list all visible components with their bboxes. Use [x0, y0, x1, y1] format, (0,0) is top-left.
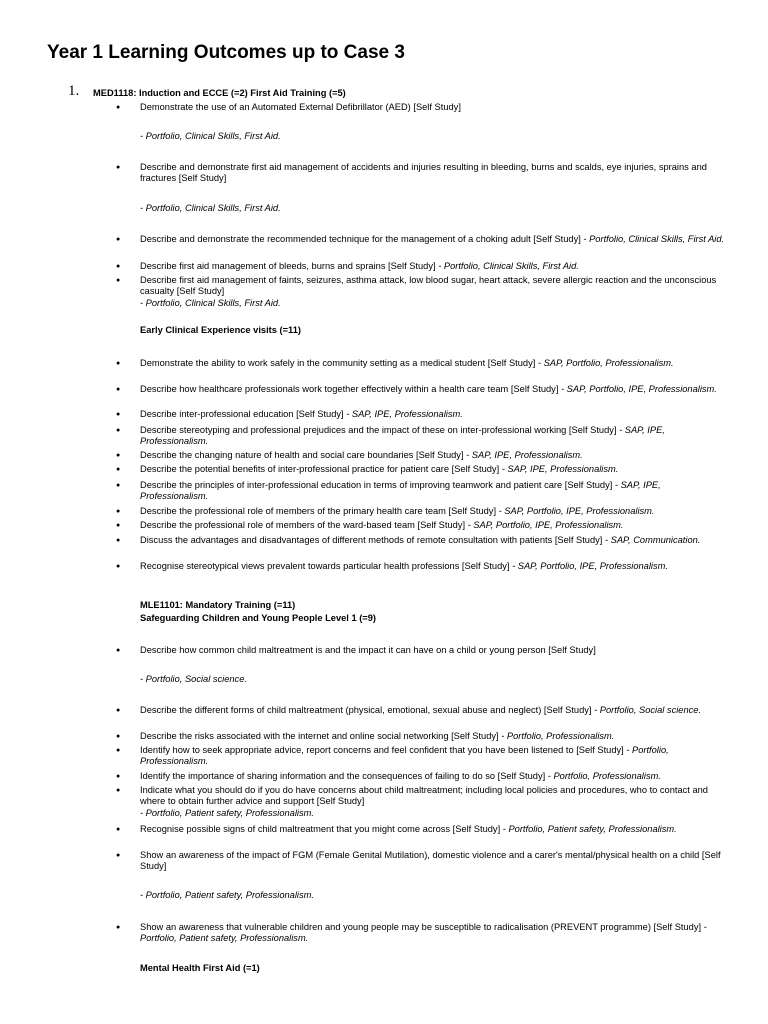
safeguarding-heading: Safeguarding Children and Young People Level 1 (=9): [140, 613, 376, 623]
list-item: ● Identify the importance of sharing information and the consequences of failing to do so [Self Study] - Portfolio, Professionalism.: [140, 771, 730, 782]
list-item: ● Show an awareness that vulnerable children and young people may be susceptible to radicalisation (PREVENT programme) [Self Study] - Portfolio, Patient safety, Professionalism.: [140, 922, 730, 945]
list-number: 1.: [68, 83, 80, 99]
list-item: ● Describe the changing nature of health and social care boundaries [Self Study] - SAP, IPE, Professionalism.: [140, 450, 730, 461]
list-item: ● Describe inter-professional education [Self Study] - SAP, IPE, Professionalism.: [140, 409, 730, 420]
list-item: ● Describe and demonstrate first aid management of accidents and injuries resulting in bleeding, burns and scalds, eye injuries, sprains and fractures [Self Study]: [140, 162, 730, 185]
list-item: ● Discuss the advantages and disadvantages of different methods of remote consultation with patients [Self Study] - SAP, Communication.: [140, 535, 730, 546]
mle-heading: MLE1101: Mandatory Training (=11): [140, 600, 296, 610]
list-item: ● Describe the principles of inter-professional education in terms of improving teamwork and patient care [Self Study] - SAP, IPE, Professionalism.: [140, 480, 730, 503]
item-tags: - Portfolio, Clinical Skills, First Aid.: [140, 203, 281, 213]
module-heading: MED1118: Induction and ECCE (=2) First Aid Training (=5): [93, 88, 346, 98]
list-item: ● Indicate what you should do if you do have concerns about child maltreatment; including local policies and procedures, who to contact and where to obtain further advice and support [Self Study] - Portfolio, Patient safety, Professionalism.: [140, 785, 730, 819]
list-item: ● Describe first aid management of faints, seizures, asthma attack, low blood sugar, heart attack, severe allergic reaction and the unconscious casualty [Self Study] - Portfolio, Clinical Skills, First Aid.: [140, 275, 730, 309]
list-item: ● Describe the professional role of members of the ward-based team [Self Study] - SAP, Portfolio, IPE, Professionalism.: [140, 520, 730, 531]
list-item: ● Describe the risks associated with the internet and online social networking [Self Study] - Portfolio, Professionalism.: [140, 731, 730, 742]
list-item: ● Demonstrate the ability to work safely in the community setting as a medical student [Self Study] - SAP, Portfolio, Professionalism.: [140, 358, 730, 369]
list-item: ● Describe the potential benefits of inter-professional practice for patient care [Self Study] - SAP, IPE, Professionalism.: [140, 464, 730, 475]
list-item: ● Recognise stereotypical views prevalent towards particular health professions [Self Study] - SAP, Portfolio, IPE, Professionalism.: [140, 561, 730, 572]
list-item: ● Describe the professional role of members of the primary health care team [Self Study] - SAP, Portfolio, IPE, Professionalism.: [140, 506, 730, 517]
list-item: ● Identify how to seek appropriate advice, report concerns and feel confident that you have been listened to [Self Study] - Portfolio, Professionalism.: [140, 745, 730, 768]
mhfa-heading: Mental Health First Aid (=1): [140, 963, 260, 973]
list-item: ● Demonstrate the use of an Automated External Defibrillator (AED) [Self Study]: [140, 102, 730, 113]
list-item: ● Describe how healthcare professionals work together effectively within a health care team [Self Study] - SAP, Portfolio, IPE, Professionalism.: [140, 384, 730, 395]
list-item: ● Describe and demonstrate the recommended technique for the management of a choking adult [Self Study] - Portfolio, Clinical Skills, First Aid.: [140, 234, 730, 245]
list-item: ● Show an awareness of the impact of FGM (Female Genital Mutilation), domestic violence and a carer's mental/physical health on a child [Self Study]: [140, 850, 730, 873]
list-item: ● Recognise possible signs of child maltreatment that you might come across [Self Study] - Portfolio, Patient safety, Professionalism.: [140, 824, 730, 835]
ecce-heading: Early Clinical Experience visits (=11): [140, 325, 301, 335]
list-item: ● Describe stereotyping and professional prejudices and the impact of these on inter-professional working [Self Study] - SAP, IPE, Professionalism.: [140, 425, 730, 448]
item-tags: - Portfolio, Clinical Skills, First Aid.: [140, 131, 281, 141]
list-item: ● Describe the different forms of child maltreatment (physical, emotional, sexual abuse and neglect) [Self Study] - Portfolio, Social science.: [140, 705, 730, 716]
page-title: Year 1 Learning Outcomes up to Case 3: [47, 42, 405, 63]
item-tags: - Portfolio, Social science.: [140, 674, 247, 684]
list-item: ● Describe how common child maltreatment is and the impact it can have on a child or young person [Self Study]: [140, 645, 730, 656]
item-tags: - Portfolio, Patient safety, Professionalism.: [140, 890, 314, 900]
list-item: ● Describe first aid management of bleeds, burns and sprains [Self Study] - Portfolio, Clinical Skills, First Aid.: [140, 261, 730, 272]
